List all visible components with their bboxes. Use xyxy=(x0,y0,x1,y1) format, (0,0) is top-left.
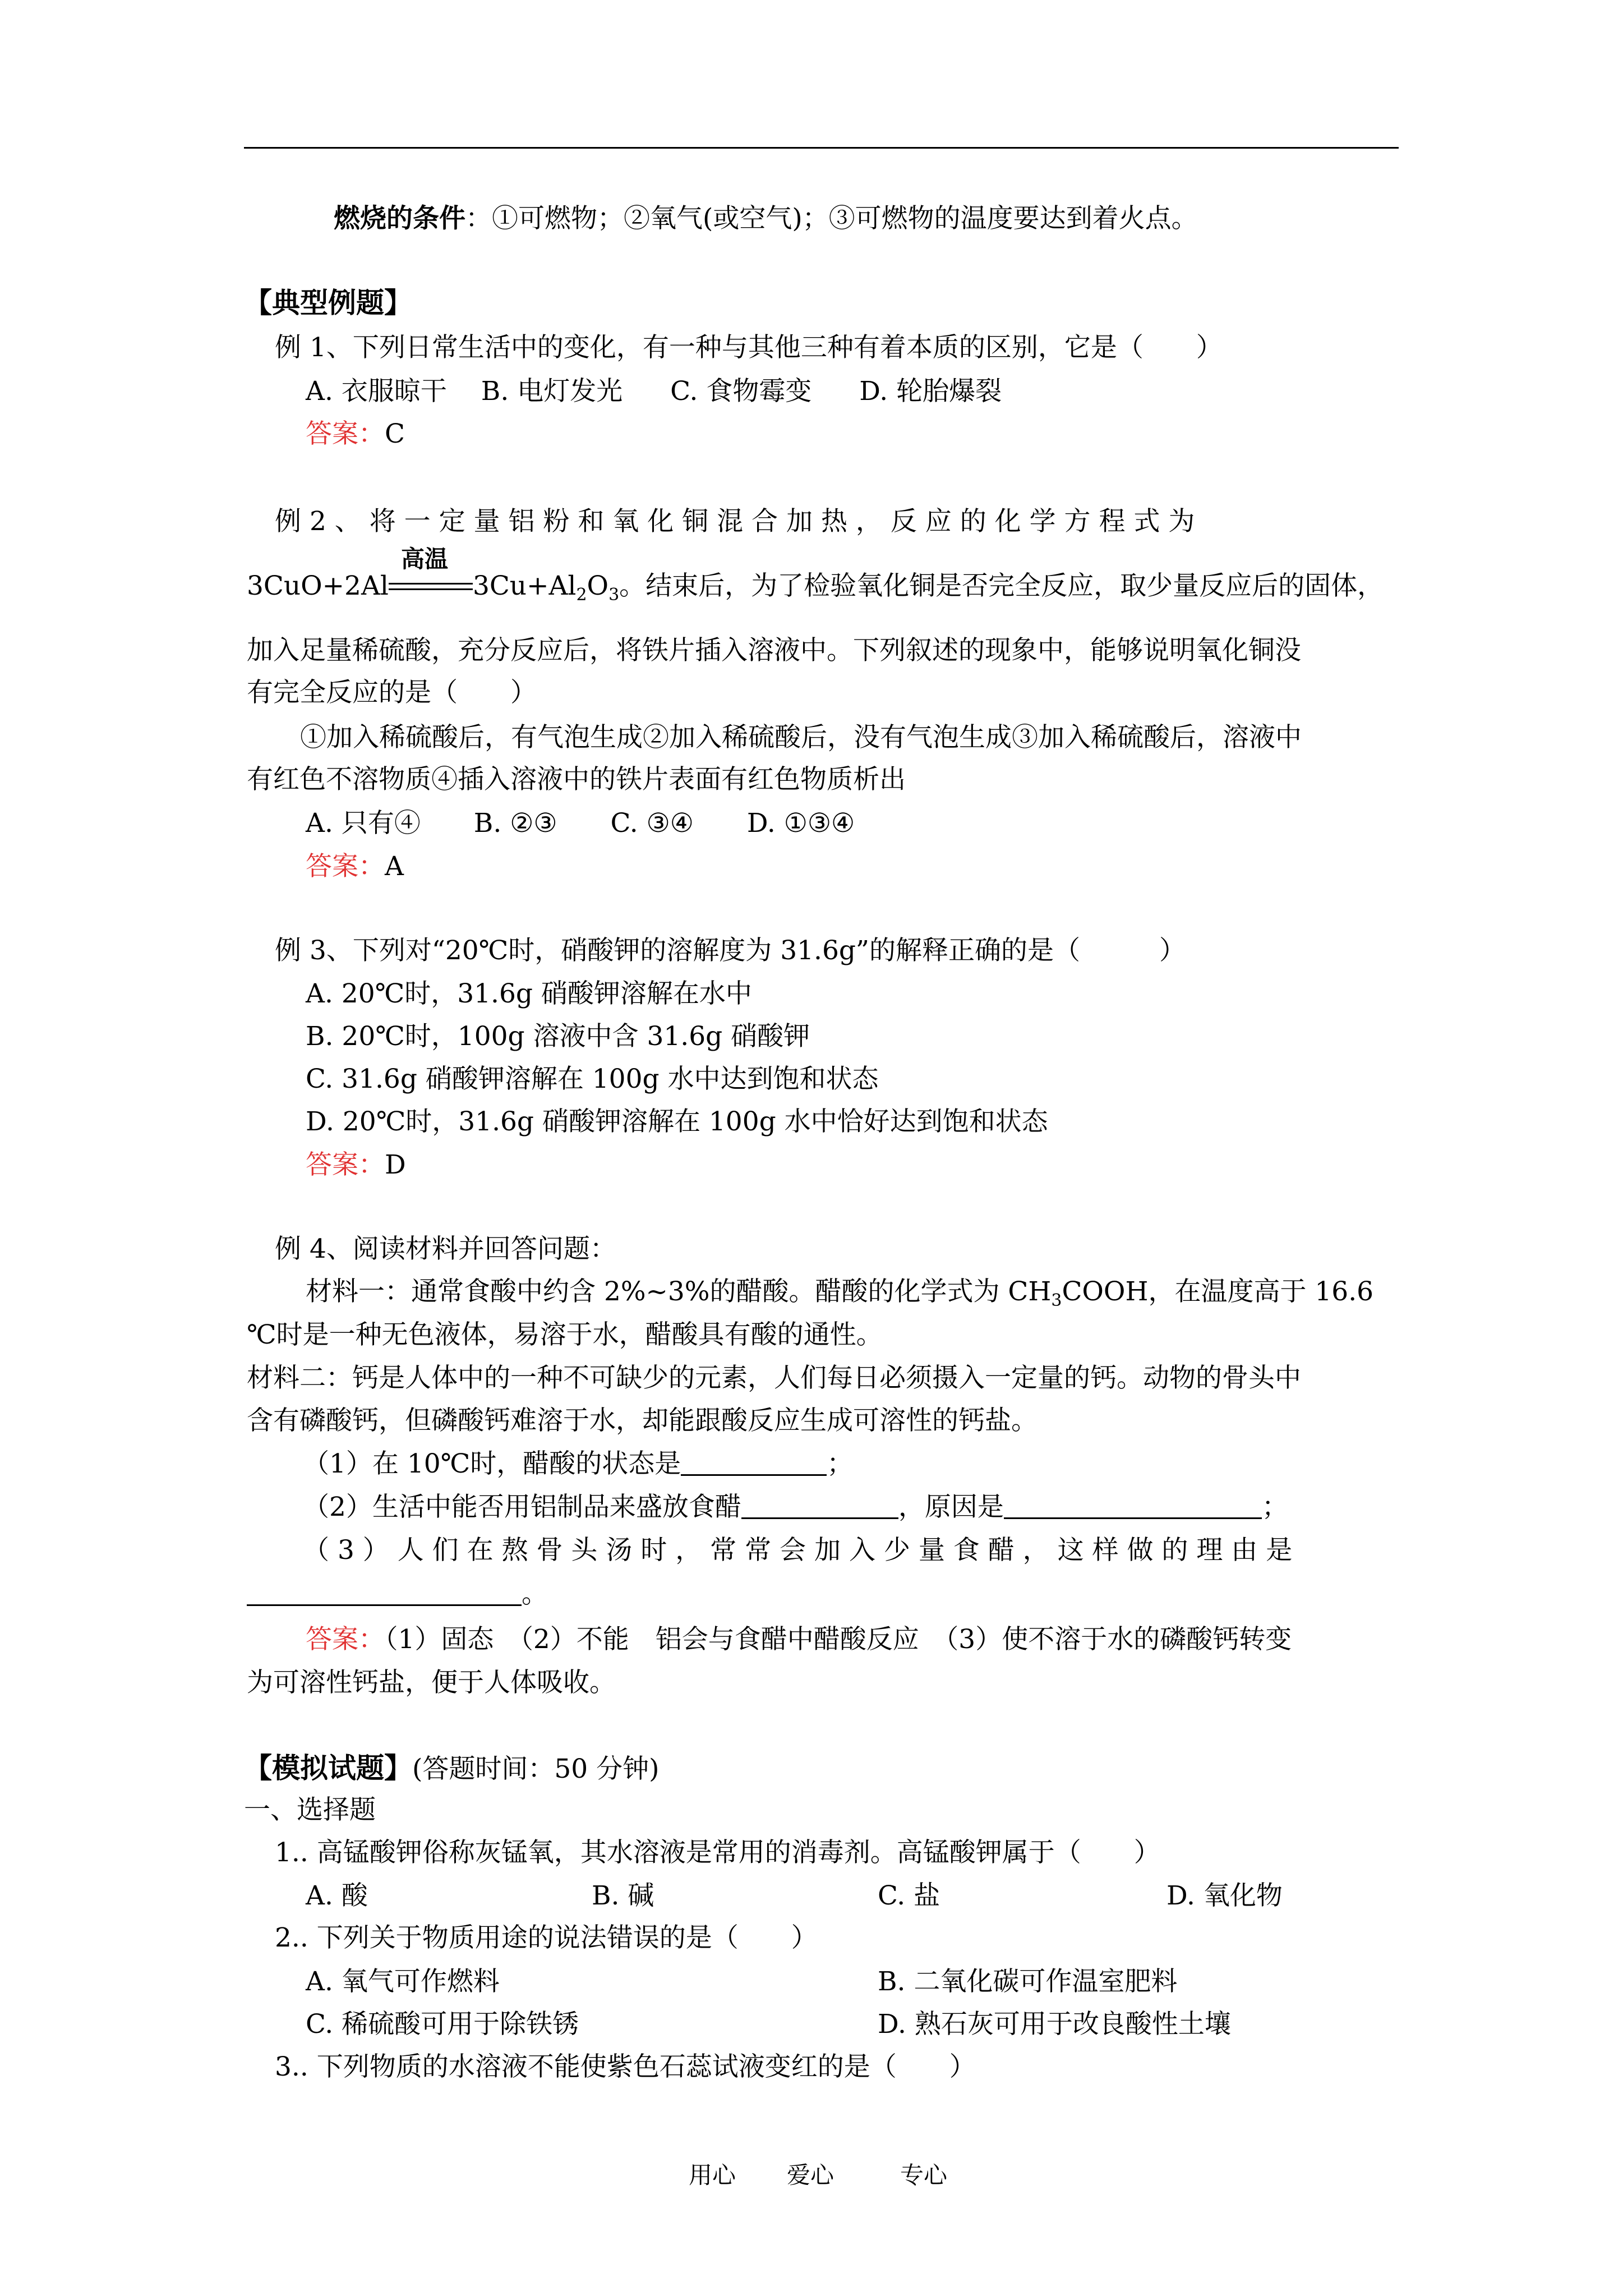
ex2-eq-left: 3CuO+2Al xyxy=(247,570,389,601)
mock-q2: 2.. 下列关于物质用途的说法错误的是（ ） xyxy=(275,1922,818,1953)
ex4-m1-part-a: 材料一：通常食酸中约含 2%~3%的醋酸。醋酸的化学式为 CH xyxy=(306,1276,1052,1307)
ex2-equation-line xyxy=(247,545,1384,612)
ex2-question-line4: 有完全反应的是（ ） xyxy=(247,677,537,708)
ex1-answer-value: C xyxy=(385,418,405,449)
ex4-answer-line1 xyxy=(306,1623,1292,1657)
mock-heading-line xyxy=(244,1751,659,1786)
answer-label: 答案： xyxy=(306,418,385,449)
mock-q2-option-b: B. 二氧化碳可作温室肥料 xyxy=(878,1966,1178,1997)
ex1-options xyxy=(306,375,1002,408)
ex2-eq-right1: 3Cu+Al xyxy=(472,570,577,601)
ex1-option-a: A. 衣服晾干 xyxy=(306,376,447,407)
answer-label: 答案： xyxy=(306,1624,385,1655)
mock-q1-option-d: D. 氧化物 xyxy=(1166,1880,1283,1911)
mock-q3: 3.. 下列物质的水溶液不能使紫色石蕊试液变红的是（ ） xyxy=(275,2051,976,2082)
ex2-question-line3: 加入足量稀硫酸，充分反应后，将铁片插入溶液中。下列叙述的现象中，能够说明氧化铜没 xyxy=(247,635,1301,666)
ex4-subq2-text: （2）生活中能否用铝制品来盛放食醋 xyxy=(303,1492,741,1522)
answer-label: 答案： xyxy=(306,1149,385,1180)
ex4-subq1-end: ； xyxy=(827,1448,854,1479)
ex4-subq1-text: （1）在 10℃时，醋酸的状态是 xyxy=(303,1448,681,1479)
footer-text-2: 爱心 xyxy=(787,2161,834,2189)
answer-blank[interactable] xyxy=(1004,1493,1262,1519)
ex4-answer-line2: 为可溶性钙盐，便于人体吸收。 xyxy=(247,1667,616,1698)
ex2-eq-arrow xyxy=(389,545,473,603)
ex4-subq3: （ 3 ） 人 们 在 熬 骨 头 汤 时 ， 常 常 会 加 入 少 量 食 醋 ， 这 样 做 的 理 由 是 xyxy=(303,1535,1293,1566)
ex3-option-a: A. 20℃时，31.6g 硝酸钾溶解在水中 xyxy=(306,978,752,1009)
ex2-answer xyxy=(306,850,404,884)
examples-heading: 【典型例题】 xyxy=(244,286,412,319)
ex2-option-d: D. ①③④ xyxy=(746,808,855,839)
answer-blank[interactable] xyxy=(741,1493,898,1519)
ex4-m1-subscript: 3 xyxy=(1051,1291,1062,1310)
ex1-option-c: C. 食物霉变 xyxy=(670,376,812,407)
mock-q1: 1.. 高锰酸钾俗称灰锰氧，其水溶液是常用的消毒剂。高锰酸钾属于（ ） xyxy=(275,1837,1160,1868)
eq-bar-top xyxy=(389,583,473,585)
ex4-subq3-blank-line xyxy=(247,1577,548,1611)
mock-q2-option-c: C. 稀硫酸可用于除铁锈 xyxy=(306,2009,579,2040)
ex1-option-b: B. 电灯发光 xyxy=(481,376,623,407)
answer-blank[interactable] xyxy=(247,1580,522,1606)
mock-q2-option-d: D. 熟石灰可用于改良酸性土壤 xyxy=(878,2009,1231,2040)
ex2-eq-sub2: 3 xyxy=(608,585,620,605)
answer-label: 答案： xyxy=(306,851,385,882)
ex4-material2-line1: 材料二：钙是人体中的一种不可缺少的元素，人们每日必须摄入一定量的钙。动物的骨头中 xyxy=(247,1363,1301,1393)
ex4-subq2 xyxy=(303,1490,1288,1524)
ex4-subq2-end: ； xyxy=(1261,1492,1288,1522)
mock-q2-option-a: A. 氧气可作燃料 xyxy=(306,1966,500,1997)
mock-time: (答题时间：50 分钟) xyxy=(412,1754,660,1784)
ex1-question: 例 1、下列日常生活中的变化，有一种与其他三种有着本质的区别，它是（ ） xyxy=(275,332,1223,363)
ex4-material1-line2: ℃时是一种无色液体，易溶于水，醋酸具有酸的通性。 xyxy=(247,1319,883,1350)
ex2-statements-line2: 有红色不溶物质④插入溶液中的铁片表面有红色物质析出 xyxy=(247,764,906,795)
footer-text-1: 用心 xyxy=(689,2161,736,2189)
ex2-question-line2: 。结束后，为了检验氧化铜是否完全反应，取少量反应后的固体， xyxy=(619,570,1384,601)
header-rule xyxy=(244,147,1399,149)
ex2-option-c: C. ③④ xyxy=(610,808,694,839)
ex2-question-line1: 例 2 、 将 一 定 量 铝 粉 和 氧 化 铜 混 合 加 热 ， 反 应 的 化 学 方 程 式 为 xyxy=(275,506,1195,537)
mock-q1-option-c: C. 盐 xyxy=(878,1880,940,1911)
ex4-material1-line1 xyxy=(306,1275,1373,1318)
ex2-statements-line1: ①加入稀硫酸后，有气泡生成②加入稀硫酸后，没有气泡生成③加入稀硫酸后，溶液中 xyxy=(300,722,1302,753)
ex2-options xyxy=(306,807,855,840)
ex2-answer-value: A xyxy=(385,851,404,882)
ex2-option-b: B. ②③ xyxy=(473,808,557,839)
ex2-eq-sub1: 2 xyxy=(576,585,587,605)
ex4-subq3-end: 。 xyxy=(522,1579,548,1609)
ex4-subq1 xyxy=(303,1447,853,1481)
section-title: 一、选择题 xyxy=(244,1795,376,1825)
ex2-eq-condition: 高温 xyxy=(400,545,448,573)
footer-text-3: 专心 xyxy=(900,2161,948,2189)
ex3-answer xyxy=(306,1148,406,1182)
ex2-option-a: A. 只有④ xyxy=(306,808,421,839)
ex3-option-b: B. 20℃时，100g 溶液中含 31.6g 硝酸钾 xyxy=(306,1021,810,1052)
burning-conditions xyxy=(334,202,1198,236)
conditions-label: 燃烧的条件 xyxy=(334,203,465,234)
ex3-option-d: D. 20℃时，31.6g 硝酸钾溶解在 100g 水中恰好达到饱和状态 xyxy=(306,1106,1048,1137)
mock-q1-option-b: B. 碱 xyxy=(592,1880,654,1911)
answer-blank[interactable] xyxy=(681,1450,827,1476)
mock-q1-option-a: A. 酸 xyxy=(306,1880,368,1911)
ex3-answer-value: D xyxy=(385,1149,406,1180)
ex3-option-c: C. 31.6g 硝酸钾溶解在 100g 水中达到饱和状态 xyxy=(306,1064,879,1094)
ex2-eq-right2: O xyxy=(587,570,609,601)
ex4-question: 例 4、阅读材料并回答问题： xyxy=(275,1234,616,1264)
ex1-option-d: D. 轮胎爆裂 xyxy=(859,376,1002,407)
ex3-question: 例 3、下列对“20℃时，硝酸钾的溶解度为 31.6g”的解释正确的是（ ） xyxy=(275,935,1186,966)
mock-heading: 【模拟试题】 xyxy=(244,1751,412,1784)
ex4-m1-part-b: COOH，在温度高于 16.6 xyxy=(1062,1276,1374,1307)
eq-bar-bottom xyxy=(389,588,473,590)
conditions-text: ：①可燃物；②氧气(或空气)；③可燃物的温度要达到着火点。 xyxy=(465,203,1198,234)
ex4-material2-line2: 含有磷酸钙，但磷酸钙难溶于水，却能跟酸反应生成可溶性的钙盐。 xyxy=(247,1405,1038,1436)
ex1-answer xyxy=(306,417,405,451)
ex4-answer-text1: （1）固态 （2）不能 铝会与食醋中醋酸反应 （3）使不溶于水的磷酸钙转变 xyxy=(385,1624,1292,1655)
ex4-subq2-mid: ，原因是 xyxy=(898,1492,1004,1522)
